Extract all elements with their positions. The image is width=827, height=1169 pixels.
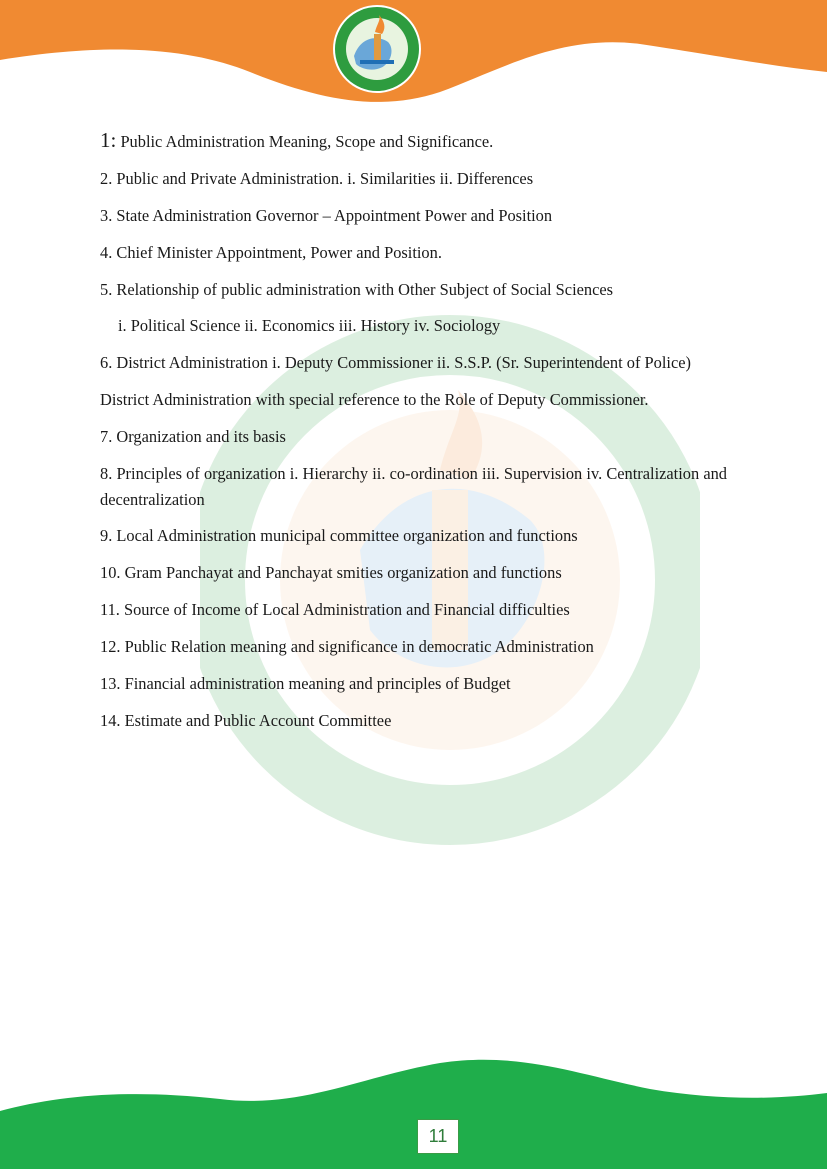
syllabus-item <box>100 128 727 155</box>
syllabus-content <box>100 128 727 745</box>
page-number: 11 <box>417 1119 459 1154</box>
syllabus-item: 9. Local Administration municipal committee organization and functions <box>100 526 578 546</box>
syllabus-item: 7. Organization and its basis <box>100 427 286 447</box>
syllabus-item: 13. Financial administration meaning and principles of Budget <box>100 673 511 693</box>
syllabus-item: 4. Chief Minister Appointment, Power and Position. <box>100 242 442 262</box>
syllabus-item: 3. State Administration Governor – Appointment Power and Position <box>100 205 553 225</box>
syllabus-item: 8. Principles of organization i. Hierarchy ii. co-ordination iii. Supervision iv. Centralization and decentralization <box>100 464 727 509</box>
footer-green-wave <box>0 1055 827 1169</box>
syllabus-item: 10. Gram Panchayat and Panchayat smities organization and functions <box>100 563 562 583</box>
syllabus-item: 11. Source of Income of Local Administration and Financial difficulties <box>100 600 570 620</box>
item-text: Public Administration Meaning, Scope and Significance. <box>116 132 494 151</box>
haryana-board-logo-icon <box>332 4 422 94</box>
syllabus-item: District Administration with special reference to the Role of Deputy Commissioner. <box>100 390 649 410</box>
item-number: 1: <box>100 128 117 152</box>
syllabus-item: 6. District Administration i. Deputy Commissioner ii. S.S.P. (Sr. Superintendent of Police) <box>100 353 691 373</box>
syllabus-item: 14. Estimate and Public Account Committee <box>100 710 392 730</box>
syllabus-item: 5. Relationship of public administration with Other Subject of Social Sciences <box>100 279 614 299</box>
syllabus-item: 2. Public and Private Administration. i. Similarities ii. Differences <box>100 168 534 188</box>
syllabus-item: 12. Public Relation meaning and significance in democratic Administration <box>100 637 594 657</box>
syllabus-subitem: i. Political Science ii. Economics iii. History iv. Sociology <box>118 316 501 336</box>
